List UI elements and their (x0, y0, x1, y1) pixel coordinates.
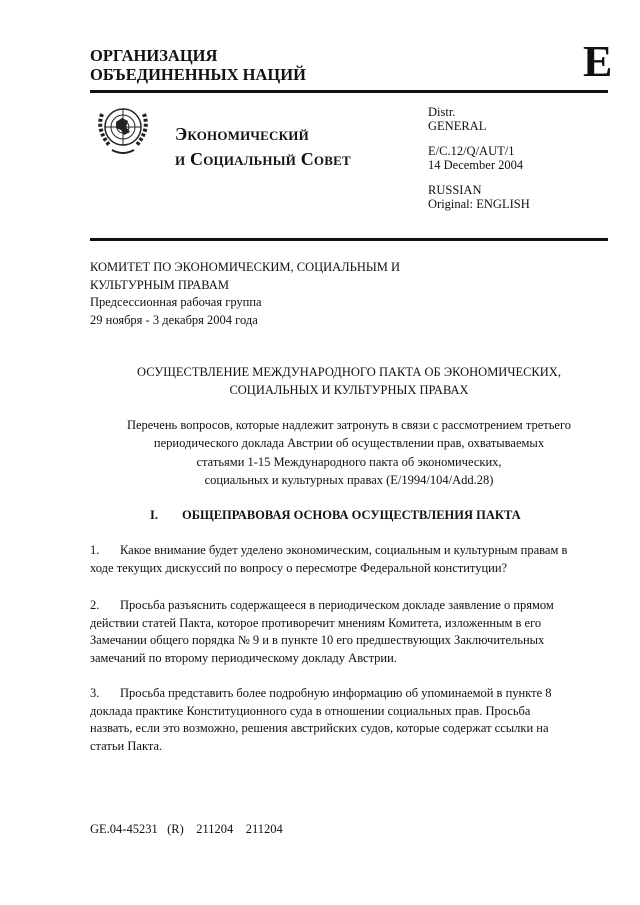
paragraph-line: замечаний по второму периодическому докладу Австрии. (90, 650, 397, 665)
paragraph-line: доклада практике Конституционного суда в отношении социальных прав. Просьба (90, 703, 531, 718)
subtitle-line: Перечень вопросов, которые надлежит затронуть в связи с рассмотрением третьего (126, 418, 572, 432)
subtitle-line: социальных и культурных правах (E/1994/104/Add.28) (204, 472, 494, 487)
paragraph-line: статьи Пакта. (90, 738, 163, 753)
document-symbol (428, 144, 523, 172)
paragraph-3 (90, 685, 552, 755)
distribution (428, 105, 486, 133)
distr-label: Distr. (428, 105, 456, 119)
paragraph-line: ходе текущих дискуссий по вопросу о пересмотре Федеральной конституции? (90, 560, 508, 575)
committee-line: Предсессионная рабочая группа (90, 295, 262, 309)
header-bottom-rule (90, 238, 608, 241)
document-title (90, 364, 608, 399)
org-line-1: ОРГАНИЗАЦИЯ (90, 46, 218, 65)
committee-line: КОМИТЕТ ПО ЭКОНОМИЧЕСКИМ, СОЦИАЛЬНЫМ И (90, 260, 401, 274)
language-info (428, 183, 530, 211)
paragraph-line: Просьба разъяснить содержащееся в периодическом докладе заявление о прямом (120, 598, 554, 612)
subtitle-line: статьями 1-15 Международного пакта об экономических, (196, 454, 502, 469)
language: RUSSIAN (428, 183, 482, 197)
symbol: E/C.12/Q/AUT/1 (428, 144, 515, 158)
title-line: СОЦИАЛЬНЫХ И КУЛЬТУРНЫХ ПРАВАХ (229, 382, 469, 397)
language-letter: E (583, 37, 613, 86)
paragraph-line: Замечании общего порядка № 9 и в пункте 10 его предшествующих Заключительных (90, 633, 545, 647)
council-line-2: и Социальный Совет (175, 149, 351, 169)
org-line-2: ОБЪЕДИНЕННЫХ НАЦИЙ (90, 65, 306, 84)
distr-value: GENERAL (428, 119, 487, 133)
committee-line: 29 ноября - 3 декабря 2004 года (90, 312, 258, 327)
paragraph-line: Просьба представить более подробную информацию об упоминаемой в пункте 8 (120, 686, 552, 700)
paragraph-line: Какое внимание будет уделено экономическим, социальным и культурным правам в (120, 543, 568, 557)
section-heading (150, 507, 521, 525)
section-title: ОБЩЕПРАВОВАЯ ОСНОВА ОСУЩЕСТВЛЕНИЯ ПАКТА (182, 508, 521, 522)
title-line: ОСУЩЕСТВЛЕНИЕ МЕЖДУНАРОДНОГО ПАКТА ОБ ЭКОНОМИЧЕСКИХ, (137, 365, 561, 379)
date: 14 December 2004 (428, 158, 524, 172)
top-rule (90, 90, 608, 93)
subtitle-line: периодического доклада Австрии об осуществлении прав, охватываемых (153, 436, 545, 451)
council-line-1: Экономический (175, 124, 309, 144)
council-name (175, 122, 351, 172)
committee-line: КУЛЬТУРНЫМ ПРАВАМ (90, 277, 229, 292)
paragraph-number: 2. (90, 598, 100, 612)
paragraph-number: 3. (90, 686, 100, 700)
original-language: Original: ENGLISH (428, 197, 530, 211)
organization-name (90, 46, 306, 84)
section-number: I. (150, 508, 158, 522)
un-emblem-icon (94, 100, 152, 158)
paragraph-line: действии статей Пакта, которое противоречит мнениям Комитета, изложенным в его (90, 615, 542, 630)
committee-block (90, 259, 400, 329)
paragraph-1 (90, 542, 567, 577)
footer-job-number: GE.04-45231 (R) 211204 211204 (90, 822, 283, 836)
document-subtitle (90, 416, 608, 489)
paragraph-number: 1. (90, 543, 100, 557)
paragraph-2 (90, 597, 554, 667)
paragraph-line: назвать, если это возможно, решения австрийских судов, которые содержат ссылки на (90, 721, 549, 735)
